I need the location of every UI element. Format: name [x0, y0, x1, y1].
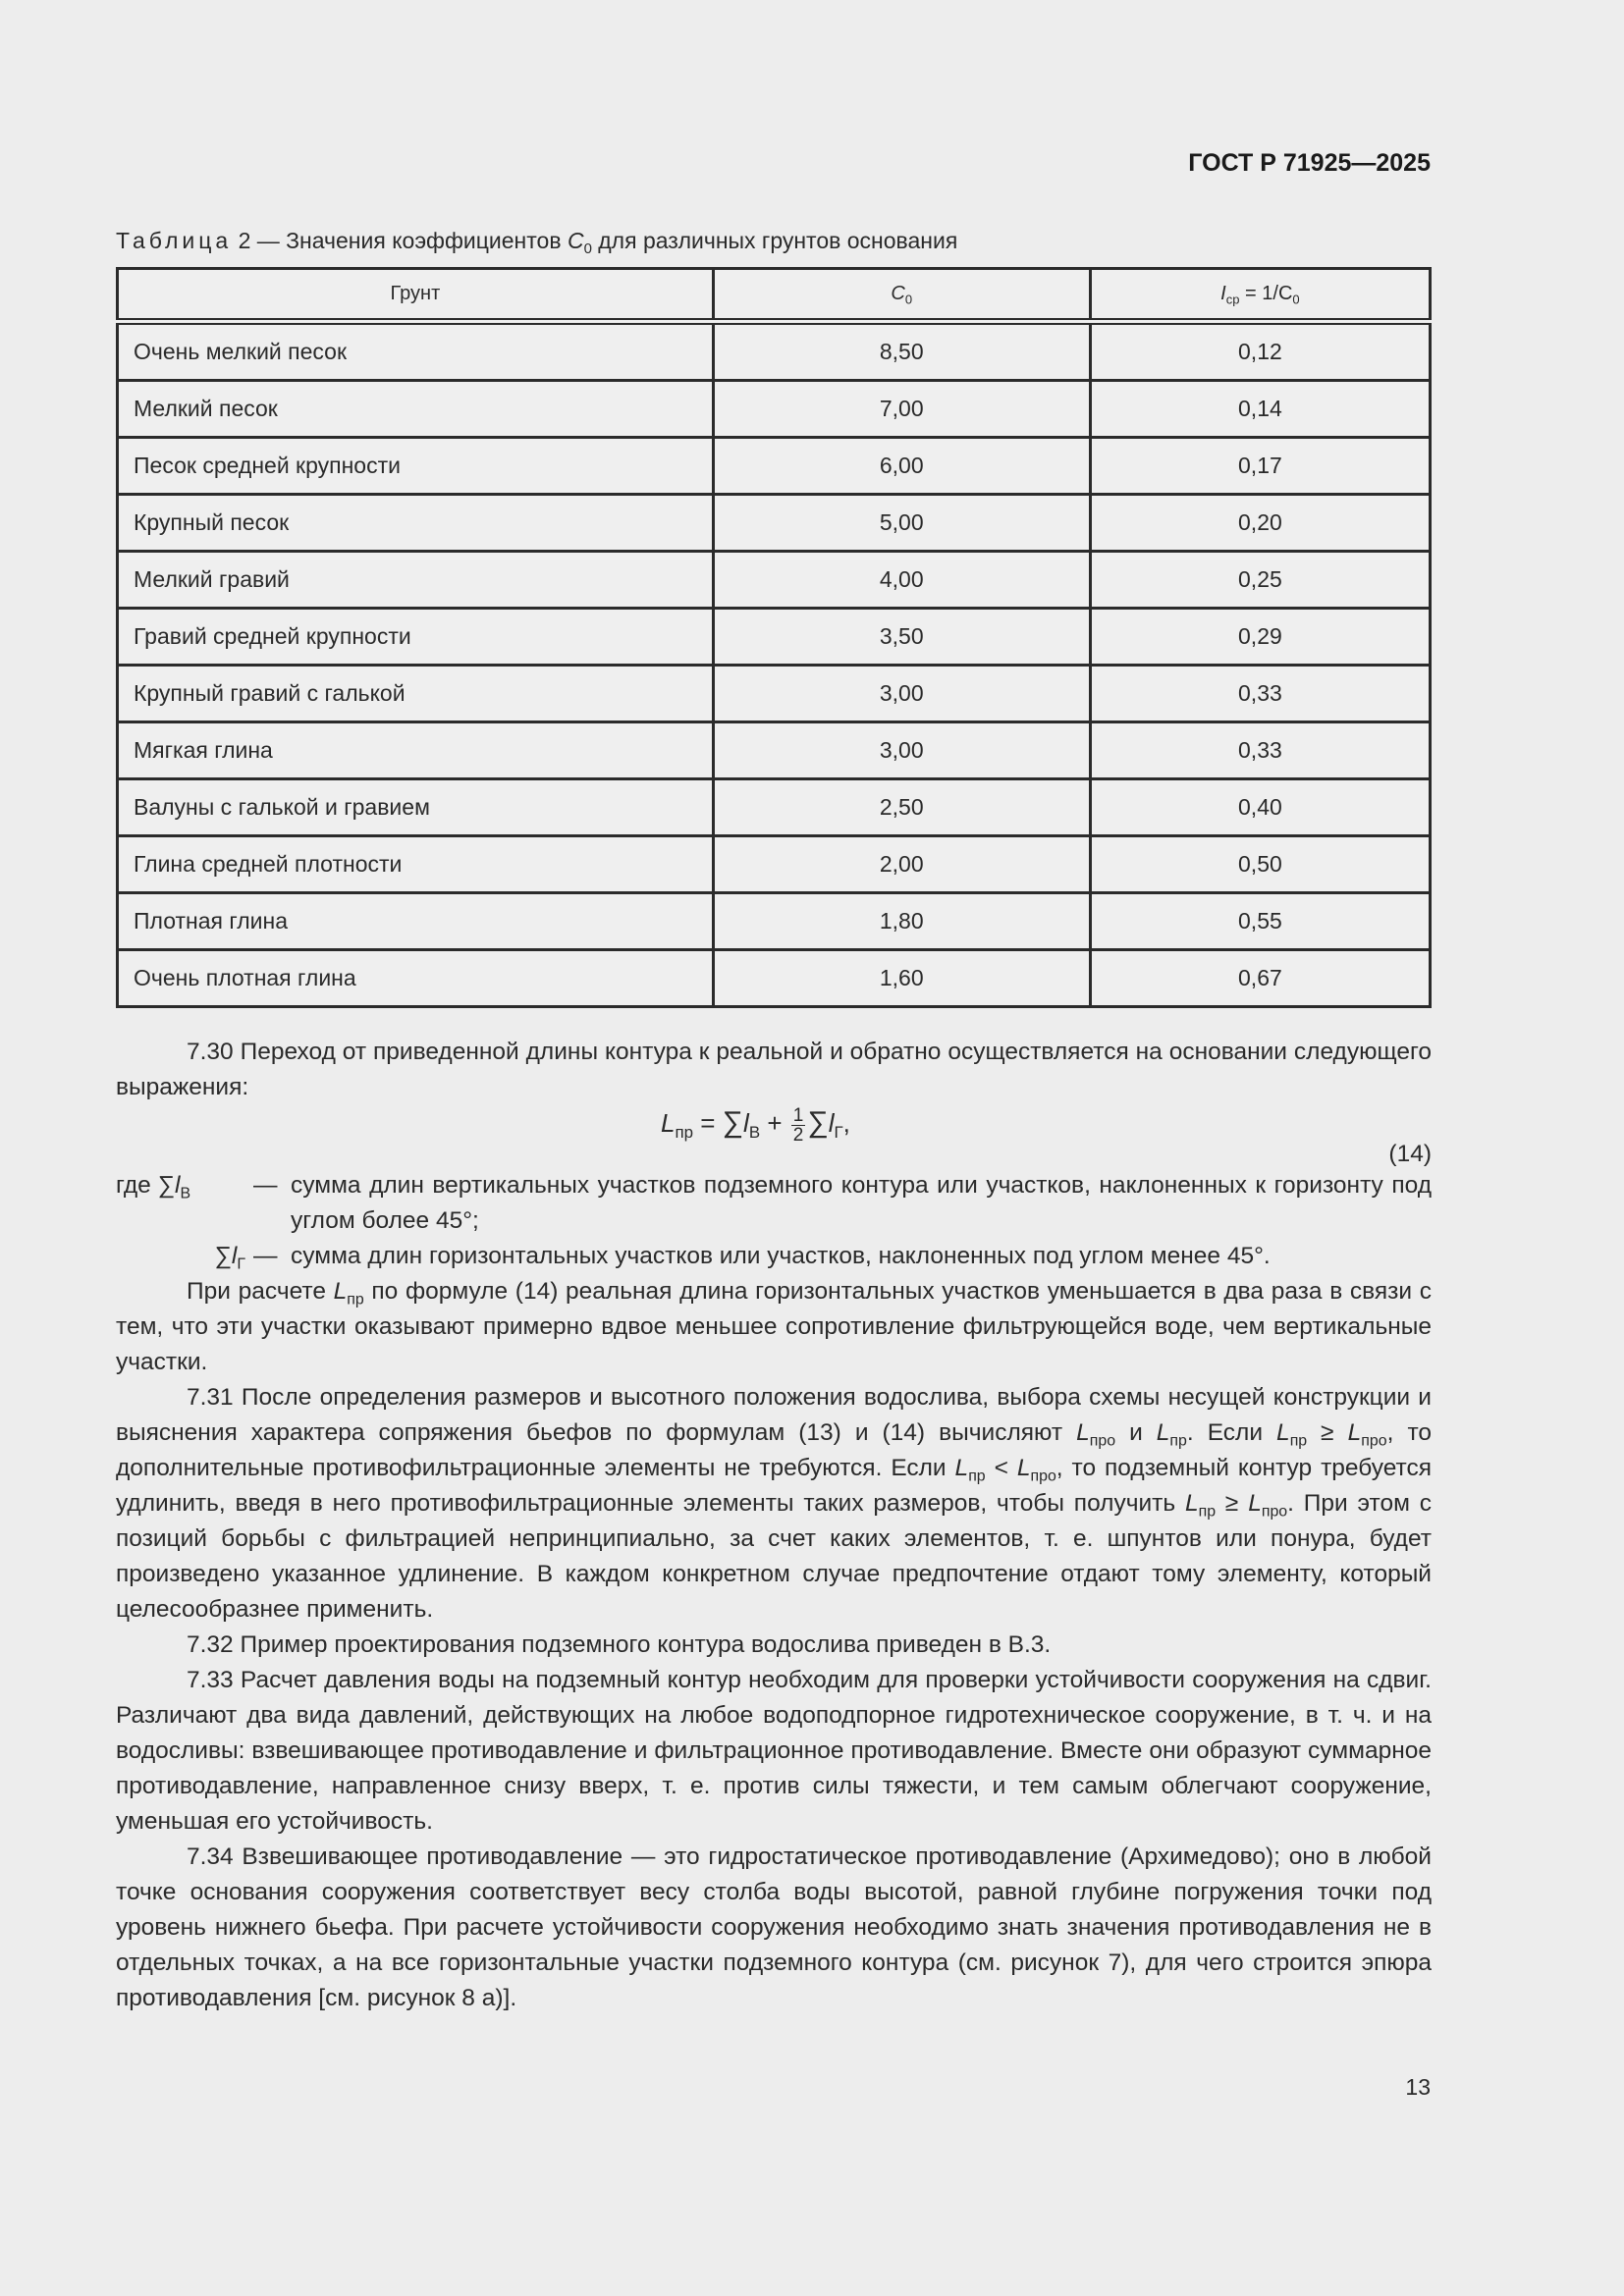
p731-d: ≥ [1307, 1419, 1348, 1446]
header-icp-sub: ср [1225, 292, 1240, 307]
document-id: ГОСТ Р 71925—2025 [1188, 149, 1431, 177]
definition-term-1 [116, 1168, 253, 1239]
table-caption-var: C [567, 228, 584, 253]
table-caption-post: для различных грунтов основания [598, 228, 958, 253]
header-c0-var: C [891, 283, 905, 304]
p731-i: . При этом с позиций борьбы с фильтрацией непринципиально, за счет каких элементов, т. е. шпунтов или понура, будет произведено указанное удлинение. В каждом конкретном случае предпочтение отдают тому элементу, который целесообразнее применить. [116, 1490, 1432, 1623]
cell-soil: Глина средней плотности [118, 836, 714, 893]
soil-coefficient-table [116, 267, 1432, 1008]
definition-text-1: сумма длин вертикальных участков подземного контура или участков, наклоненных к горизонту под углом более 45°; [291, 1172, 1432, 1234]
table-caption-var-sub: 0 [583, 240, 592, 258]
body-text [116, 1035, 1432, 2016]
cell-icp: 0,29 [1090, 609, 1430, 666]
formula-lg: l [828, 1108, 835, 1138]
cell-c0: 7,00 [713, 381, 1090, 438]
paragraph-7-30: 7.30 Переход от приведенной длины контура к реальной и обратно осуществляется на основании следующего выражения: [116, 1039, 1432, 1100]
cell-soil: Мелкий песок [118, 381, 714, 438]
cell-icp: 0,40 [1090, 779, 1430, 836]
cell-c0: 5,00 [713, 495, 1090, 552]
p731-b: и [1115, 1419, 1157, 1446]
definition-l-2: l [231, 1243, 238, 1269]
header-soil: Грунт [118, 269, 714, 322]
table-row [118, 438, 1431, 495]
p731-var-2: L [1156, 1419, 1170, 1446]
cell-c0: 2,50 [713, 779, 1090, 836]
cell-icp: 0,12 [1090, 322, 1430, 381]
p731-sub-5: пр [968, 1468, 986, 1485]
p731-sub-1: про [1089, 1432, 1116, 1450]
p731-e: , то дополнительные противофильтрационные элементы не требуются. Если [116, 1419, 1433, 1481]
p731-var-3: L [1276, 1419, 1290, 1446]
table-caption-word: Таблица [116, 228, 233, 253]
cell-icp: 0,33 [1090, 666, 1430, 722]
table-caption [116, 228, 958, 258]
page-number: 13 [1405, 2074, 1431, 2100]
table-header-row [118, 269, 1431, 322]
formula-plus: + [760, 1108, 789, 1138]
cell-soil: Песок средней крупности [118, 438, 714, 495]
p731-var-8: L [1248, 1490, 1262, 1517]
formula-expression [661, 1105, 850, 1145]
p731-sub-3: пр [1289, 1432, 1308, 1450]
p731-sub-7: пр [1198, 1503, 1217, 1521]
definition-sum-lg [116, 1239, 1432, 1274]
cell-c0: 3,00 [713, 666, 1090, 722]
cell-icp: 0,33 [1090, 722, 1430, 779]
definition-sub-2: Г [237, 1255, 245, 1273]
definition-text-2: сумма длин горизонтальных участков или участков, наклоненных под углом менее 45°. [291, 1243, 1271, 1269]
cell-soil: Мягкая глина [118, 722, 714, 779]
formula-den: 2 [792, 1124, 804, 1146]
cell-c0: 1,80 [713, 893, 1090, 950]
p731-var-5: L [954, 1455, 969, 1481]
cell-icp: 0,67 [1090, 950, 1430, 1007]
p731-sub-4: про [1361, 1432, 1387, 1450]
cell-c0: 4,00 [713, 552, 1090, 609]
formula-sum-2: ∑ [807, 1106, 829, 1139]
table-row [118, 495, 1431, 552]
formula-sum-1: ∑ [722, 1106, 744, 1139]
p731-sub-8: про [1261, 1503, 1288, 1521]
definition-dash-2: — [253, 1243, 278, 1269]
cell-c0: 6,00 [713, 438, 1090, 495]
cell-soil: Плотная глина [118, 893, 714, 950]
definition-sum-1: ∑ [157, 1172, 176, 1199]
header-icp-var: I [1220, 283, 1226, 304]
definition-sub-1: В [180, 1185, 191, 1202]
paragraph-calculation-note [116, 1274, 1432, 1380]
equation-number: (14) [1388, 1141, 1432, 1167]
header-icp-sub2: 0 [1292, 292, 1300, 307]
formula-lg-sub: Г [834, 1122, 843, 1142]
definition-dash-1: — [253, 1172, 278, 1199]
header-c0-sub: 0 [904, 292, 913, 307]
cell-c0: 2,00 [713, 836, 1090, 893]
p731-c: . Если [1186, 1419, 1277, 1446]
calc-note-b: по формуле (14) реальная длина горизонтальных участков уменьшается в два раза в связи с тем, что эти участки оказывают примерно вдвое меньшее сопротивление фильтрующейся воде, чем вертикальные участки. [116, 1278, 1432, 1375]
p731-h: ≥ [1216, 1490, 1249, 1517]
p731-var-6: L [1016, 1455, 1031, 1481]
paragraph-7-34: 7.34 Взвешивающее противодавление — это гидростатическое противодавление (Архимедово); оно в любой точке основания сооружения соответствует весу столба воды высотой, равной глубине погружения точки под уровень нижнего бьефа. При расчете устойчивости сооружения необходимо знать значения противодавления не в отдельных точках, а на все горизонтальные участки подземного контура (см. рисунок 7), для чего строится эпюра противодавления [см. рисунок 8 а)]. [116, 1843, 1432, 2011]
calc-note-a: При расчете [187, 1278, 334, 1305]
table-row [118, 609, 1431, 666]
table-row [118, 552, 1431, 609]
header-icp [1090, 269, 1430, 322]
header-c0 [713, 269, 1090, 322]
formula-14 [116, 1105, 1432, 1168]
p731-a: 7.31 После определения размеров и высотного положения водослива, выбора схемы несущей конструкции и выяснения характера сопряжения бьефов по формулам (13) и (14) вычисляют [116, 1384, 1432, 1446]
cell-c0: 1,60 [713, 950, 1090, 1007]
formula-lhs: L [661, 1108, 676, 1138]
table-row [118, 666, 1431, 722]
formula-lv-sub: В [748, 1122, 761, 1142]
definition-where: где [116, 1172, 158, 1199]
cell-soil: Валуны с галькой и гравием [118, 779, 714, 836]
table-row [118, 779, 1431, 836]
formula-lhs-sub: пр [675, 1122, 694, 1142]
p731-sub-6: про [1030, 1468, 1056, 1485]
calc-note-sub: пр [347, 1291, 364, 1308]
cell-icp: 0,50 [1090, 836, 1430, 893]
table-row [118, 322, 1431, 381]
calc-note-var: L [333, 1278, 348, 1305]
cell-c0: 3,50 [713, 609, 1090, 666]
table-caption-pre: — Значения коэффициентов [256, 228, 562, 253]
p731-g: , то подземный контур требуется удлинить, введя в него противофильтрационные элементы таких размеров, чтобы получить [116, 1455, 1433, 1517]
definition-l-1: l [175, 1172, 181, 1199]
cell-soil: Очень мелкий песок [118, 322, 714, 381]
cell-icp: 0,55 [1090, 893, 1430, 950]
definition-sum-2: ∑ [214, 1243, 232, 1269]
definition-term-2 [116, 1239, 253, 1274]
definition-sum-lv [116, 1168, 1432, 1239]
table-row [118, 722, 1431, 779]
table-row [118, 950, 1431, 1007]
cell-soil: Гравий средней крупности [118, 609, 714, 666]
cell-icp: 0,20 [1090, 495, 1430, 552]
cell-icp: 0,14 [1090, 381, 1430, 438]
formula-num: 1 [792, 1104, 804, 1126]
table-row [118, 381, 1431, 438]
cell-soil: Крупный песок [118, 495, 714, 552]
table-caption-number: 2 [238, 228, 251, 253]
p731-var-7: L [1184, 1490, 1199, 1517]
cell-soil: Мелкий гравий [118, 552, 714, 609]
p731-var-1: L [1076, 1419, 1090, 1446]
paragraph-7-31 [116, 1380, 1432, 1628]
paragraph-7-32: 7.32 Пример проектирования подземного контура водослива приведен в В.3. [187, 1631, 1052, 1658]
cell-icp: 0,25 [1090, 552, 1430, 609]
formula-fraction [791, 1106, 806, 1145]
formula-eq: = [693, 1108, 723, 1138]
p731-sub-2: пр [1169, 1432, 1187, 1450]
cell-c0: 3,00 [713, 722, 1090, 779]
paragraph-7-33: 7.33 Расчет давления воды на подземный контур необходим для проверки устойчивости сооружения на сдвиг. Различают два вида давлений, действующих на любое водоподпорное гидротехническое сооружение, в т. ч. и на водосливы: взвешивающее противодавление и фильтрационное противодавление. Вместе они образуют суммарное противодавление, направленное снизу вверх, т. е. против силы тяжести, и тем самым облегчают сооружение, уменьшая его устойчивость. [116, 1667, 1432, 1835]
p731-var-4: L [1347, 1419, 1362, 1446]
table-row [118, 836, 1431, 893]
header-icp-mid: = 1/C [1239, 283, 1293, 304]
formula-end: , [842, 1108, 850, 1138]
table-row [118, 893, 1431, 950]
cell-soil: Очень плотная глина [118, 950, 714, 1007]
p731-f: < [985, 1455, 1017, 1481]
formula-lv: l [743, 1108, 749, 1138]
cell-icp: 0,17 [1090, 438, 1430, 495]
cell-c0: 8,50 [713, 322, 1090, 381]
cell-soil: Крупный гравий с галькой [118, 666, 714, 722]
